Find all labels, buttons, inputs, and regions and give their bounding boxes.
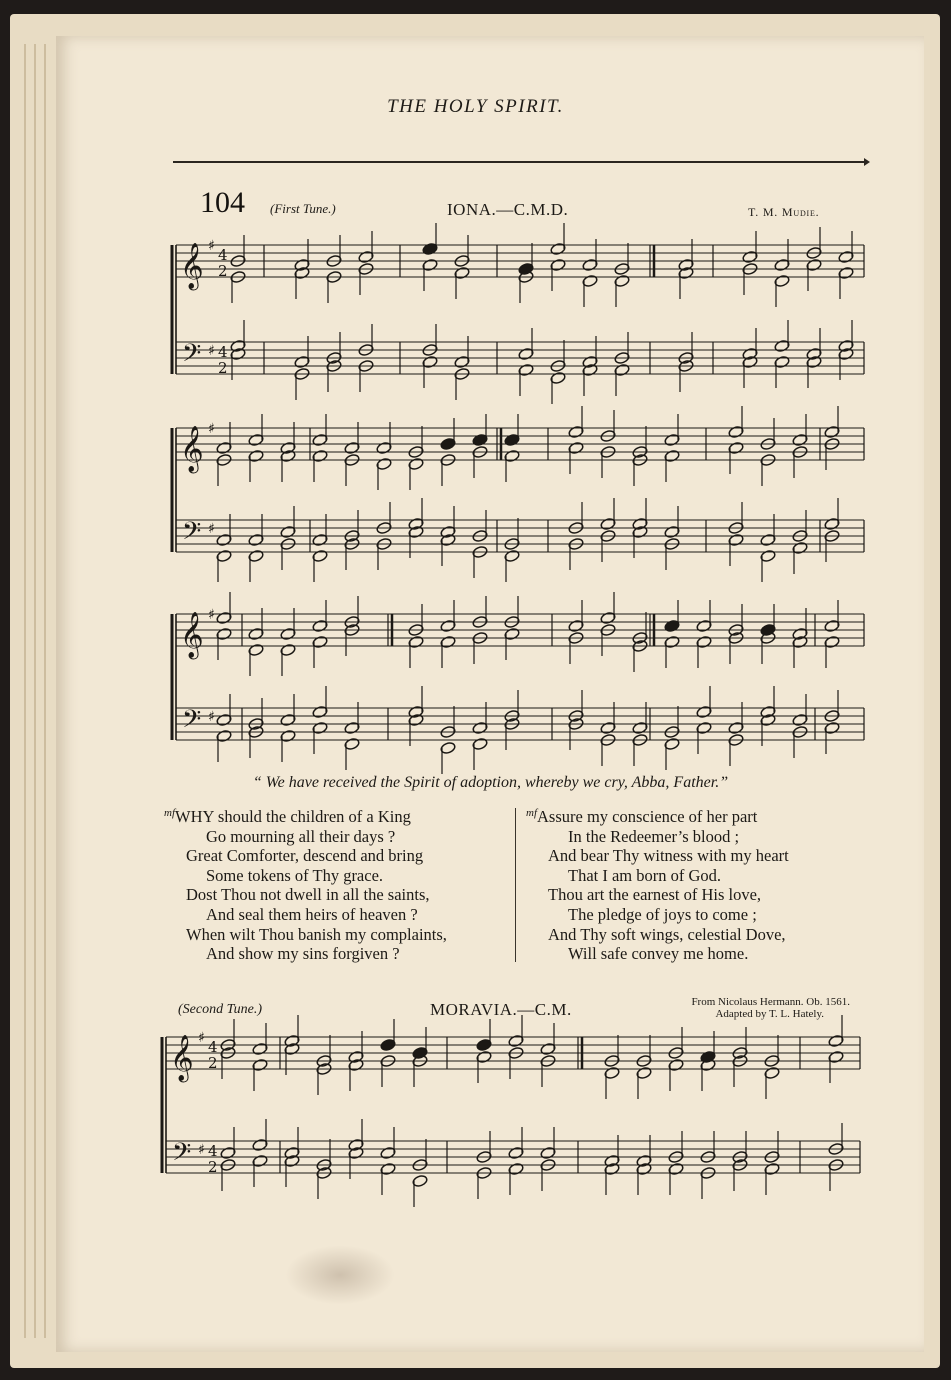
verse-line: And bear Thy witness with my heart (548, 846, 789, 866)
time-signature-top: 4 (218, 343, 228, 361)
bass-clef: 𝄢 (182, 339, 202, 374)
verse-line: Dost Thou not dwell in all the saints, (186, 885, 430, 905)
second-tune-label: (Second Tune.) (178, 1002, 262, 1017)
page-stain (285, 1245, 395, 1305)
key-sharp: ♯ (208, 238, 215, 254)
verse-line: Thou art the earnest of His love, (548, 885, 762, 905)
treble-clef: 𝄞 (180, 612, 204, 658)
key-sharp: ♯ (208, 607, 215, 623)
second-tune-source-line: From Nicolaus Hermann. Ob. 1561. (691, 996, 850, 1008)
time-signature-bottom: 2 (208, 1054, 218, 1072)
verse-1 (164, 807, 447, 964)
hymn-number: 104 (200, 186, 245, 219)
bass-clef: 𝄢 (182, 517, 202, 552)
bass-clef: 𝄢 (172, 1138, 192, 1173)
treble-clef: 𝄞 (180, 426, 204, 472)
verse-2 (526, 807, 789, 964)
column-divider (515, 808, 516, 962)
verse-line-text: WHY should the children of a King (175, 807, 411, 826)
time-signature-top: 4 (208, 1038, 218, 1056)
verse-line-text: Assure my conscience of her part (537, 807, 758, 826)
verse-line: And show my sins forgiven ? (206, 944, 400, 964)
time-signature-bottom: 2 (218, 359, 228, 377)
verse-line: The pledge of joys to come ; (568, 904, 757, 924)
first-tune-label: (First Tune.) (270, 201, 336, 216)
verse-line: And seal them heirs of heaven ? (206, 904, 418, 924)
key-sharp: ♯ (198, 1142, 205, 1158)
time-signature-top: 4 (208, 1142, 218, 1160)
verse-line: Will safe convey me home. (568, 944, 749, 964)
first-tune-composer: T. M. Mudie. (748, 205, 820, 219)
bass-clef: 𝄢 (182, 705, 202, 740)
dynamic-mark: mf (164, 807, 175, 819)
running-title: THE HOLY SPIRIT. (387, 96, 564, 117)
key-sharp: ♯ (208, 521, 215, 537)
first-tune-name: IONA.—C.M.D. (447, 200, 569, 219)
second-tune-source-line: Adapted by T. L. Hately. (715, 1008, 824, 1020)
verse-line: And Thy soft wings, celestial Dove, (548, 924, 786, 944)
time-signature-top: 4 (218, 246, 228, 264)
key-sharp: ♯ (208, 421, 215, 437)
treble-clef: 𝄞 (170, 1035, 194, 1081)
second-tune-source (634, 996, 850, 1020)
verse-line: Some tokens of Thy grace. (206, 865, 384, 885)
time-signature-bottom: 2 (218, 262, 228, 280)
verse-line: Go mourning all their days ? (206, 826, 396, 846)
key-sharp: ♯ (198, 1030, 205, 1046)
verse-line: That I am born of God. (568, 865, 722, 885)
verse-line: Great Comforter, descend and bring (186, 846, 424, 866)
epigraph: “ We have received the Spirit of adoption, whereby we cry, Abba, Father.” (252, 774, 729, 791)
verse-line (164, 807, 447, 827)
time-signature-bottom: 2 (208, 1158, 218, 1176)
dynamic-mark: mf (526, 807, 537, 819)
verse-line: In the Redeemer’s blood ; (568, 826, 740, 846)
key-sharp: ♯ (208, 343, 215, 359)
second-tune-name: MORAVIA.—C.M. (430, 1000, 572, 1019)
treble-clef: 𝄞 (180, 243, 204, 289)
verse-line: When wilt Thou banish my complaints, (186, 924, 447, 944)
verse-line (526, 807, 789, 827)
key-sharp: ♯ (208, 709, 215, 725)
